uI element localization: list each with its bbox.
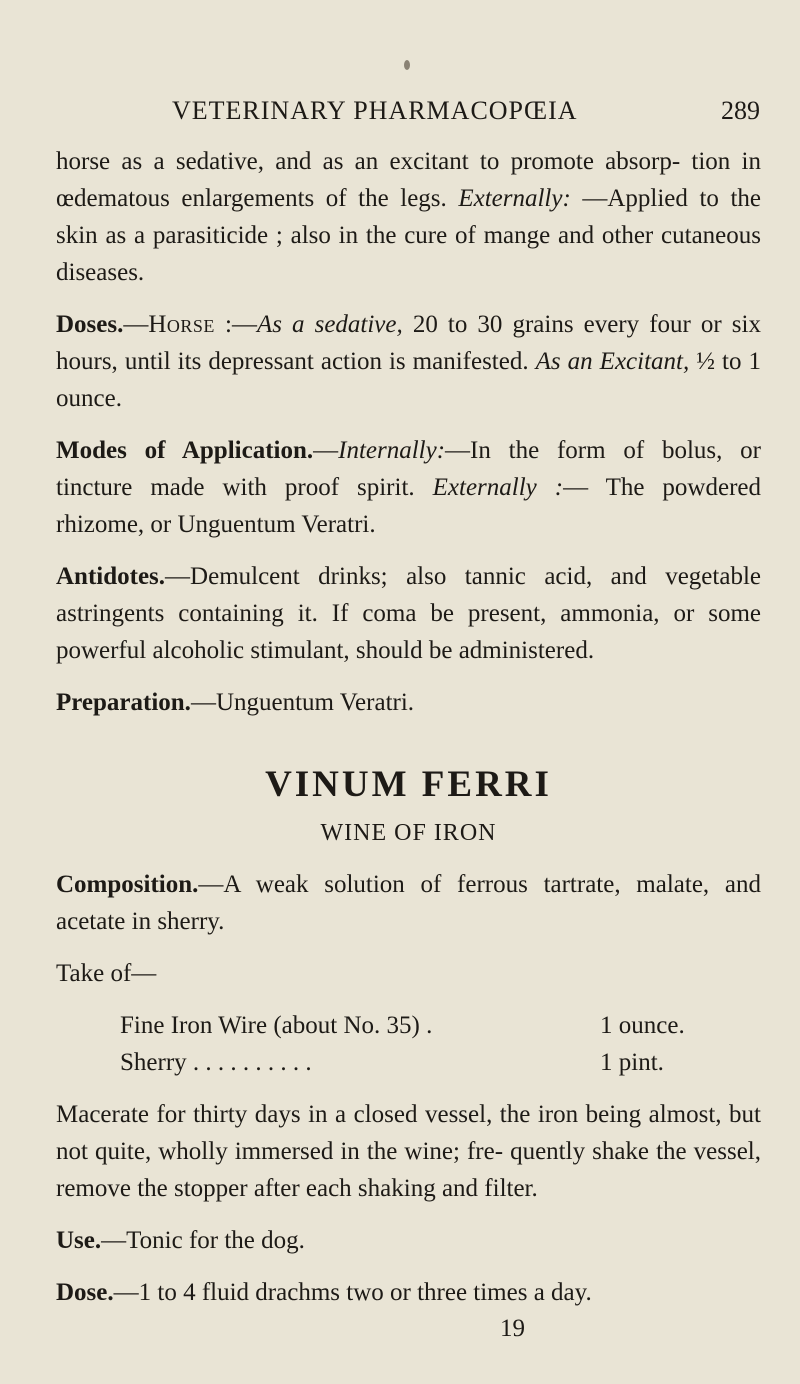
paragraph-horse-use: [56, 143, 761, 291]
signature-mark: 19: [500, 1315, 525, 1342]
dose-label: Dose.: [56, 1279, 114, 1306]
composition-label: Composition.: [56, 871, 199, 898]
text-segment: —Applied to the skin as a parasiticide ; also in the cure of mange and other cutaneous diseases.: [56, 185, 761, 286]
body-text: [56, 143, 761, 1311]
section-title: VINUM FERRI: [265, 764, 552, 805]
horse-label: Horse: [148, 311, 215, 338]
paragraph-doses: [56, 306, 761, 417]
dash: —: [313, 437, 339, 464]
doses-label: Doses.: [56, 311, 124, 338]
text-segment: 20 to 30 grains every four or six hours, until its depressant action is manifested.: [56, 311, 761, 375]
externally-label: Externally :: [432, 474, 564, 501]
recipe-list: [120, 1007, 761, 1081]
take-of: Take of—: [56, 960, 157, 987]
page-number: 289: [721, 96, 760, 125]
recipe-quantity: 1 pint.: [600, 1049, 664, 1076]
colon: :—: [214, 311, 257, 338]
use-label: Use.: [56, 1227, 102, 1254]
recipe-quantity: 1 ounce.: [600, 1012, 685, 1039]
text-segment: —Tonic for the dog.: [101, 1227, 305, 1254]
paragraph-macerate: Macerate for thirty days in a closed vessel, the iron being almost, but not quite, wholly immersed in the wine; fre- quently shake the vessel, remove the stopper after each shaking and filter.: [56, 1101, 761, 1202]
text-segment: —In the form of bolus, or tincture made with proof spirit.: [56, 437, 762, 501]
excitant-label: As an Excitant,: [535, 348, 690, 375]
text-segment: horse as a sedative, and as an excitant to promote absorp- tion in œdematous enlargements of the legs.: [56, 148, 761, 212]
preparation-label: Preparation.: [56, 689, 191, 716]
recipe-row: [120, 1044, 761, 1081]
paragraph-antidotes: [56, 558, 761, 669]
recipe-ingredient: Sherry . . . . . . . . . .: [120, 1049, 312, 1076]
text-segment: —A weak solution of ferrous tartrate, malate, and acetate in sherry.: [56, 871, 761, 935]
page-header: [60, 96, 760, 126]
paragraph-use: [56, 1222, 761, 1259]
text-segment: —1 to 4 fluid drachms two or three times a day.: [113, 1279, 592, 1306]
externally-label: Externally:: [458, 185, 571, 212]
recipe-row: [120, 1007, 761, 1044]
section-subtitle: WINE OF IRON: [320, 820, 497, 846]
ink-speck: [404, 60, 410, 70]
text-segment: — The powdered rhizome, or Unguentum Veratri.: [56, 474, 762, 538]
paragraph-preparation: [56, 684, 761, 721]
text-segment: ½ to 1 ounce.: [56, 348, 761, 412]
text-segment: —Demulcent drinks; also tannic acid, and vegetable astringents containing it. If coma be present, ammonia, or some powerful alcoholic stimulant, should be administered.: [56, 563, 761, 664]
section-heading: [56, 763, 761, 851]
modes-label: Modes of Application.: [56, 437, 314, 464]
paragraph-dose: [56, 1274, 761, 1311]
paragraph-modes: [56, 432, 761, 543]
recipe-ingredient: Fine Iron Wire (about No. 35) .: [120, 1012, 433, 1039]
dash: —: [123, 311, 149, 338]
text-segment: —Unguentum Veratri.: [190, 689, 415, 716]
antidotes-label: Antidotes.: [56, 563, 166, 590]
sedative-label: As a sedative,: [256, 311, 403, 338]
running-title: VETERINARY PHARMACOPŒIA: [172, 96, 578, 125]
paragraph-composition: [56, 866, 761, 940]
internally-label: Internally:: [338, 437, 446, 464]
